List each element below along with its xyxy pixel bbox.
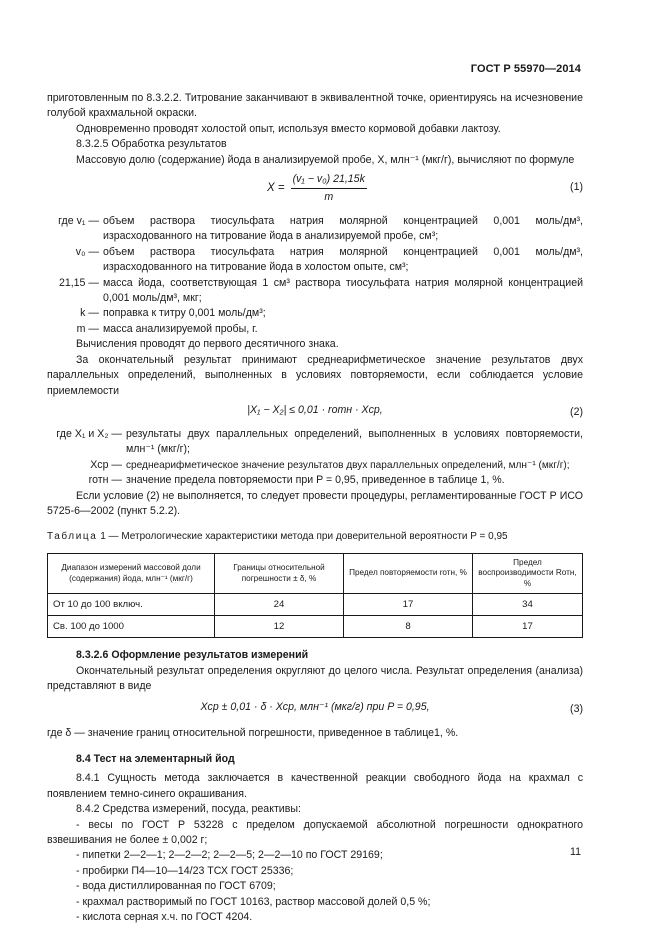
paragraph-condition-failed: Если условие (2) не выполняется, то следует провести процедуры, регламентированные ГОСТ Р ИСО 5725-6—2002 (пункт 5.2.2). bbox=[47, 489, 583, 517]
table-header-row bbox=[48, 553, 583, 594]
formula-1-lhs: X = bbox=[267, 182, 285, 195]
formula-1-numerator: (v₁ − v₀) 21,15k bbox=[291, 172, 367, 189]
definition-desc: объем раствора тиосульфата натрия молярной концентрацией 0,001 моль/дм³, израсходованного на титрование йода в анализируемой пробе, см³; bbox=[103, 215, 583, 243]
definition-desc: масса анализируемой пробы, г. bbox=[103, 322, 258, 335]
formula-1-number: (1) bbox=[570, 181, 583, 194]
definition-desc: значение предела повторяемости при P = 0,95, приведенное в таблице 1, %. bbox=[126, 474, 505, 487]
subsection-title-processing: 8.3.2.5 Обработка результатов bbox=[76, 138, 227, 151]
table-caption-prefix: Таблица bbox=[47, 531, 98, 543]
definition-term: где X₁ и X₂ — bbox=[56, 427, 122, 440]
definition-term: Xср — bbox=[90, 458, 122, 471]
formula-3-expression: Xср ± 0,01 · δ · Xср, млн⁻¹ (мкг/г) при P = 0,95, bbox=[200, 701, 430, 714]
definition-term: v₀ — bbox=[75, 245, 99, 258]
definition-row bbox=[47, 276, 583, 307]
definition-term: rотн — bbox=[88, 474, 122, 487]
formula-1 bbox=[47, 172, 583, 208]
list-item: - пипетки 2—2—1; 2—2—2; 2—2—5; 2—2—10 по ГОСТ 29169; bbox=[76, 849, 383, 862]
table-cell: От 10 до 100 включ. bbox=[48, 594, 215, 616]
metrology-table bbox=[47, 553, 583, 639]
definition-row bbox=[47, 306, 583, 321]
table-cell: 34 bbox=[473, 594, 583, 616]
list-item: - кислота серная х.ч. по ГОСТ 4204. bbox=[76, 910, 253, 923]
definition-row bbox=[47, 427, 583, 458]
definition-row bbox=[47, 458, 583, 473]
table-header-error: Границы относительной погрешности ± δ, % bbox=[215, 553, 344, 594]
table-cell: 8 bbox=[344, 616, 473, 638]
paragraph-blank-test: Одновременно проводят холостой опыт, используя вместо кормовой добавки лактозу. bbox=[76, 122, 501, 135]
paragraph-formula-intro: Массовую долю (содержание) йода в анализируемой пробе, X, млн⁻¹ (мкг/г), вычисляют по формуле bbox=[76, 153, 575, 166]
table-cell: 12 bbox=[215, 616, 344, 638]
table-header-range: Диапазон измерений массовой доли (содержания) йода, млн⁻¹ (мкг/г) bbox=[48, 553, 215, 594]
definition-row bbox=[47, 245, 583, 276]
definition-row bbox=[47, 473, 583, 488]
page-number: 11 bbox=[570, 846, 581, 858]
formula-2-expression: |X₁ − X₂| ≤ 0,01 · rотн · Xср, bbox=[247, 403, 383, 416]
section-title-elemental-iodine: 8.4 Тест на элементарный йод bbox=[76, 752, 235, 765]
definition-term: m — bbox=[76, 322, 99, 335]
variable-definitions-2 bbox=[47, 427, 583, 489]
section-title-results-format: 8.3.2.6 Оформление результатов измерений bbox=[76, 649, 309, 662]
definition-row bbox=[47, 322, 583, 337]
definition-term: где v₁ — bbox=[58, 215, 99, 228]
definition-desc: поправка к титру 0,001 моль/дм³; bbox=[103, 307, 266, 320]
table-cell: Св. 100 до 1000 bbox=[48, 616, 215, 638]
table-row bbox=[48, 594, 583, 616]
page-content bbox=[47, 91, 583, 925]
paragraph-instruments: 8.4.2 Средства измерений, посуда, реактивы: bbox=[76, 803, 301, 816]
standard-header: ГОСТ Р 55970—2014 bbox=[470, 63, 581, 75]
definition-term: 21,15 — bbox=[58, 276, 99, 289]
table-row bbox=[48, 616, 583, 638]
list-item: - пробирки П4—10—14/23 ТСХ ГОСТ 25336; bbox=[76, 864, 294, 877]
table-cell: 17 bbox=[344, 594, 473, 616]
paragraph-precision: Вычисления проводят до первого десятичного знака. bbox=[76, 338, 339, 351]
paragraph-method-essence: 8.4.1 Сущность метода заключается в качественной реакции свободного йода на крахмал с появлением темно-синего окрашивания. bbox=[47, 772, 583, 800]
table-caption bbox=[47, 529, 583, 544]
paragraph-delta-definition: где δ — значение границ относительной погрешности, приведенное в таблице1, %. bbox=[47, 727, 459, 740]
formula-2 bbox=[47, 403, 583, 423]
definition-desc: масса йода, соответствующая 1 см³ раствора тиосульфата натрия молярной концентрацией 0,001 моль/дм³, мкг; bbox=[103, 276, 583, 305]
list-item: - крахмал растворимый по ГОСТ 10163, раствор массовой долей 0,5 %; bbox=[76, 895, 431, 908]
variable-definitions-1 bbox=[47, 214, 583, 337]
definition-desc: объем раствора тиосульфата натрия молярной концентрацией 0,001 моль/дм³, израсходованного на титрование йода в холостом опыте, см³; bbox=[103, 245, 583, 274]
definition-row bbox=[47, 214, 583, 245]
formula-3-number: (3) bbox=[570, 703, 583, 716]
table-header-reproducibility: Предел воспроизводимости Rотн, % bbox=[473, 553, 583, 594]
paragraph-rounding: Окончательный результат определения округляют до целого числа. Результат определения (анализа) представляют в виде bbox=[47, 664, 583, 693]
list-item: - весы по ГОСТ Р 53228 с пределом допускаемой абсолютной погрешности однократного взвешивания не более ± 0,002 г; bbox=[47, 818, 583, 846]
paragraph-final-result: За окончательный результат принимают среднеарифметическое значение результатов двух параллельных определений, выполненных в условиях повторяемости, если соблюдается условие приемлемости bbox=[47, 353, 583, 397]
list-item: - вода дистиллированная по ГОСТ 6709; bbox=[76, 880, 276, 893]
definition-desc: среднеарифметическое значение результатов двух параллельных определений, млн⁻¹ (мкг/г); bbox=[126, 459, 570, 471]
table-cell: 24 bbox=[215, 594, 344, 616]
definition-term: k — bbox=[80, 307, 99, 320]
definition-desc: результаты двух параллельных определений, выполненных в условиях повторяемости, млн⁻¹ (мкг/г); bbox=[126, 427, 583, 456]
table-caption-text: 1 — Метрологические характеристики метода при доверительной вероятности P = 0,95 bbox=[97, 531, 508, 543]
formula-3 bbox=[47, 700, 583, 720]
table-cell: 17 bbox=[473, 616, 583, 638]
instruments-list bbox=[47, 818, 583, 926]
paragraph-titration-end: приготовленным по 8.3.2.2. Титрование заканчивают в эквивалентной точке, ориентируясь на исчезновение голубой крахмальной окраски. bbox=[47, 92, 583, 120]
formula-2-number: (2) bbox=[570, 405, 583, 418]
table-header-repeatability: Предел повторяемости rотн, % bbox=[344, 553, 473, 594]
formula-1-denominator: m bbox=[324, 191, 334, 204]
